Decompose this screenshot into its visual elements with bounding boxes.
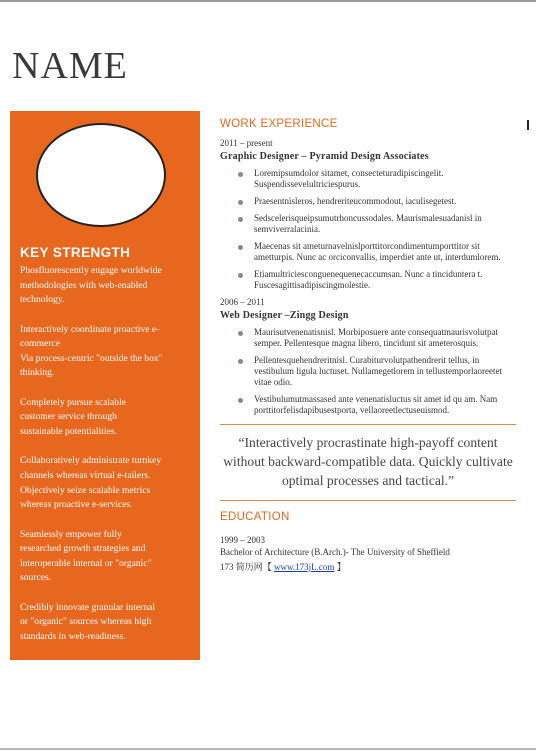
jobs-list — [220, 138, 516, 416]
bottom-border — [0, 748, 536, 750]
key-strength-line: channels whereas virtual e-tailers. — [20, 469, 151, 481]
key-strength-paragraph — [20, 601, 192, 645]
job-bullet-text: Maecenas sit ameturnavelnislporttitorcondimentumporttitor sit ametturpis. Nunc ac orciconvallis, imperdiet ante ut, interdumlorem. — [254, 241, 501, 262]
key-strength-line: Collaboratively administrate turnkey — [20, 455, 162, 467]
education-title: EDUCATION — [220, 511, 290, 523]
job-bullet — [220, 196, 516, 207]
footer-prefix: 173 简历网【 — [220, 562, 275, 572]
key-strength-paragraph — [20, 323, 192, 381]
key-strength-paragraph — [20, 528, 192, 586]
footer-link[interactable]: www.173jL.com — [274, 562, 335, 572]
job-title: Graphic Designer – Pyramid Design Associates — [220, 151, 429, 162]
quote-block — [220, 424, 516, 501]
key-strength-line: or "organic" sources whereas high — [20, 616, 152, 628]
education-footer — [220, 560, 516, 573]
key-strength-line: Completely pursue scalable — [20, 396, 127, 408]
education-period: 1999 – 2003 — [220, 535, 265, 545]
bullet-dot-icon — [238, 331, 243, 336]
key-strength-line: sources. — [20, 572, 52, 584]
bullet-dot-icon — [238, 172, 243, 177]
key-strength-line: whereas proactive e-services. — [20, 499, 133, 511]
job-bullet — [220, 168, 516, 190]
bullet-dot-icon — [238, 398, 243, 403]
job-bullet — [220, 327, 516, 349]
text-cursor-icon — [527, 120, 529, 130]
job-bullet-text: Praesentnisleros, hendreriteucommodout, iaculisegetest. — [254, 196, 457, 206]
job-entry — [220, 297, 516, 416]
quote-text: “Interactively procrastinate high-payoff content without backward-compatible data. Quickly cultivate optimal processes and tactical.” — [223, 435, 513, 488]
key-strength-paragraph — [20, 396, 192, 440]
job-title: Web Designer –Zingg Design — [220, 310, 349, 321]
job-bullet-text: Sedscelerisqueipsumutrhoncussodales. Maurismalesuadanisl in semviverralacinia. — [254, 213, 482, 234]
key-strength-title: KEY STRENGTH — [20, 245, 131, 260]
key-strength-line: standards in web-readiness. — [20, 630, 126, 642]
main-column — [220, 118, 516, 573]
job-bullet-text: Vestibulumutmassased ante venenatisluctus sit amet id qu am. Nam porttitorfelisdapibusestporta, vellaoreetlectuseuismod. — [254, 394, 498, 415]
bullet-dot-icon — [238, 200, 243, 205]
job-bullet — [220, 213, 516, 235]
job-bullet-text: Etiamultriciesconguenequenecaccumsan. Nunc a tinciduntera t. Fuscesagittisadipiscingmolestie. — [254, 269, 483, 290]
key-strength-line: technology. — [20, 294, 65, 306]
education-section — [220, 511, 516, 573]
top-border — [0, 0, 536, 2]
key-strength-list — [20, 264, 192, 659]
job-entry — [220, 138, 516, 291]
job-bullet-text: Maurisutvenenatisnisl. Morbiposuere ante consequatmaurisvolutpat semper. Pellentesque magna libero, tincidunt sit ameterosquis. — [254, 327, 498, 348]
sidebar-panel — [10, 111, 200, 660]
job-bullets — [220, 168, 516, 291]
key-strength-paragraph — [20, 264, 192, 308]
education-degree: Bachelor of Architecture (B.Arch.)- The University of Sheffield — [220, 547, 450, 557]
key-strength-line: sustainable potentialities. — [20, 425, 117, 437]
key-strength-line: interoperable internal or "organic" — [20, 557, 152, 569]
key-strength-line: Via process-centric "outside the box" — [20, 352, 163, 364]
job-bullet — [220, 394, 516, 416]
bullet-dot-icon — [238, 273, 243, 278]
job-bullet-text: Pellentesquehendreritnisl. Curabiturvolutpathendrerit tellus, in vestibulum ligula luctuset. Nullamegetlorem in tellustemporlaoreetet vitae odio. — [254, 355, 502, 387]
key-strength-line: Interactively coordinate proactive e- — [20, 323, 160, 335]
key-strength-line: commerce — [20, 338, 60, 350]
key-strength-line: researched growth strategies and — [20, 543, 146, 555]
key-strength-line: methodologies with web-enabled — [20, 279, 148, 291]
bullet-dot-icon — [238, 217, 243, 222]
footer-suffix: 】 — [334, 562, 346, 572]
job-bullet-text: Loremipsumdolor sitamet, consecteturadipiscingelit. Suspendissevelultriciespurus. — [254, 168, 444, 189]
photo-placeholder — [36, 123, 166, 227]
job-period: 2011 – present — [220, 138, 273, 148]
work-experience-title: WORK EXPERIENCE — [220, 118, 338, 130]
bullet-dot-icon — [238, 245, 243, 250]
key-strength-line: Seamlessly empower fully — [20, 528, 122, 540]
job-bullet — [220, 355, 516, 388]
key-strength-line: Objectively seize scalable metrics — [20, 484, 151, 496]
job-bullets — [220, 327, 516, 416]
key-strength-line: customer service through — [20, 411, 117, 423]
key-strength-line: Credibly innovate granular internal — [20, 601, 156, 613]
bullet-dot-icon — [238, 359, 243, 364]
resume-name: NAME — [12, 45, 128, 87]
job-bullet — [220, 269, 516, 291]
key-strength-line: Phosfluorescently engage worldwide — [20, 265, 162, 276]
key-strength-line: thinking. — [20, 367, 55, 379]
job-period: 2006 – 2011 — [220, 297, 265, 307]
key-strength-paragraph — [20, 454, 192, 512]
job-bullet — [220, 241, 516, 263]
